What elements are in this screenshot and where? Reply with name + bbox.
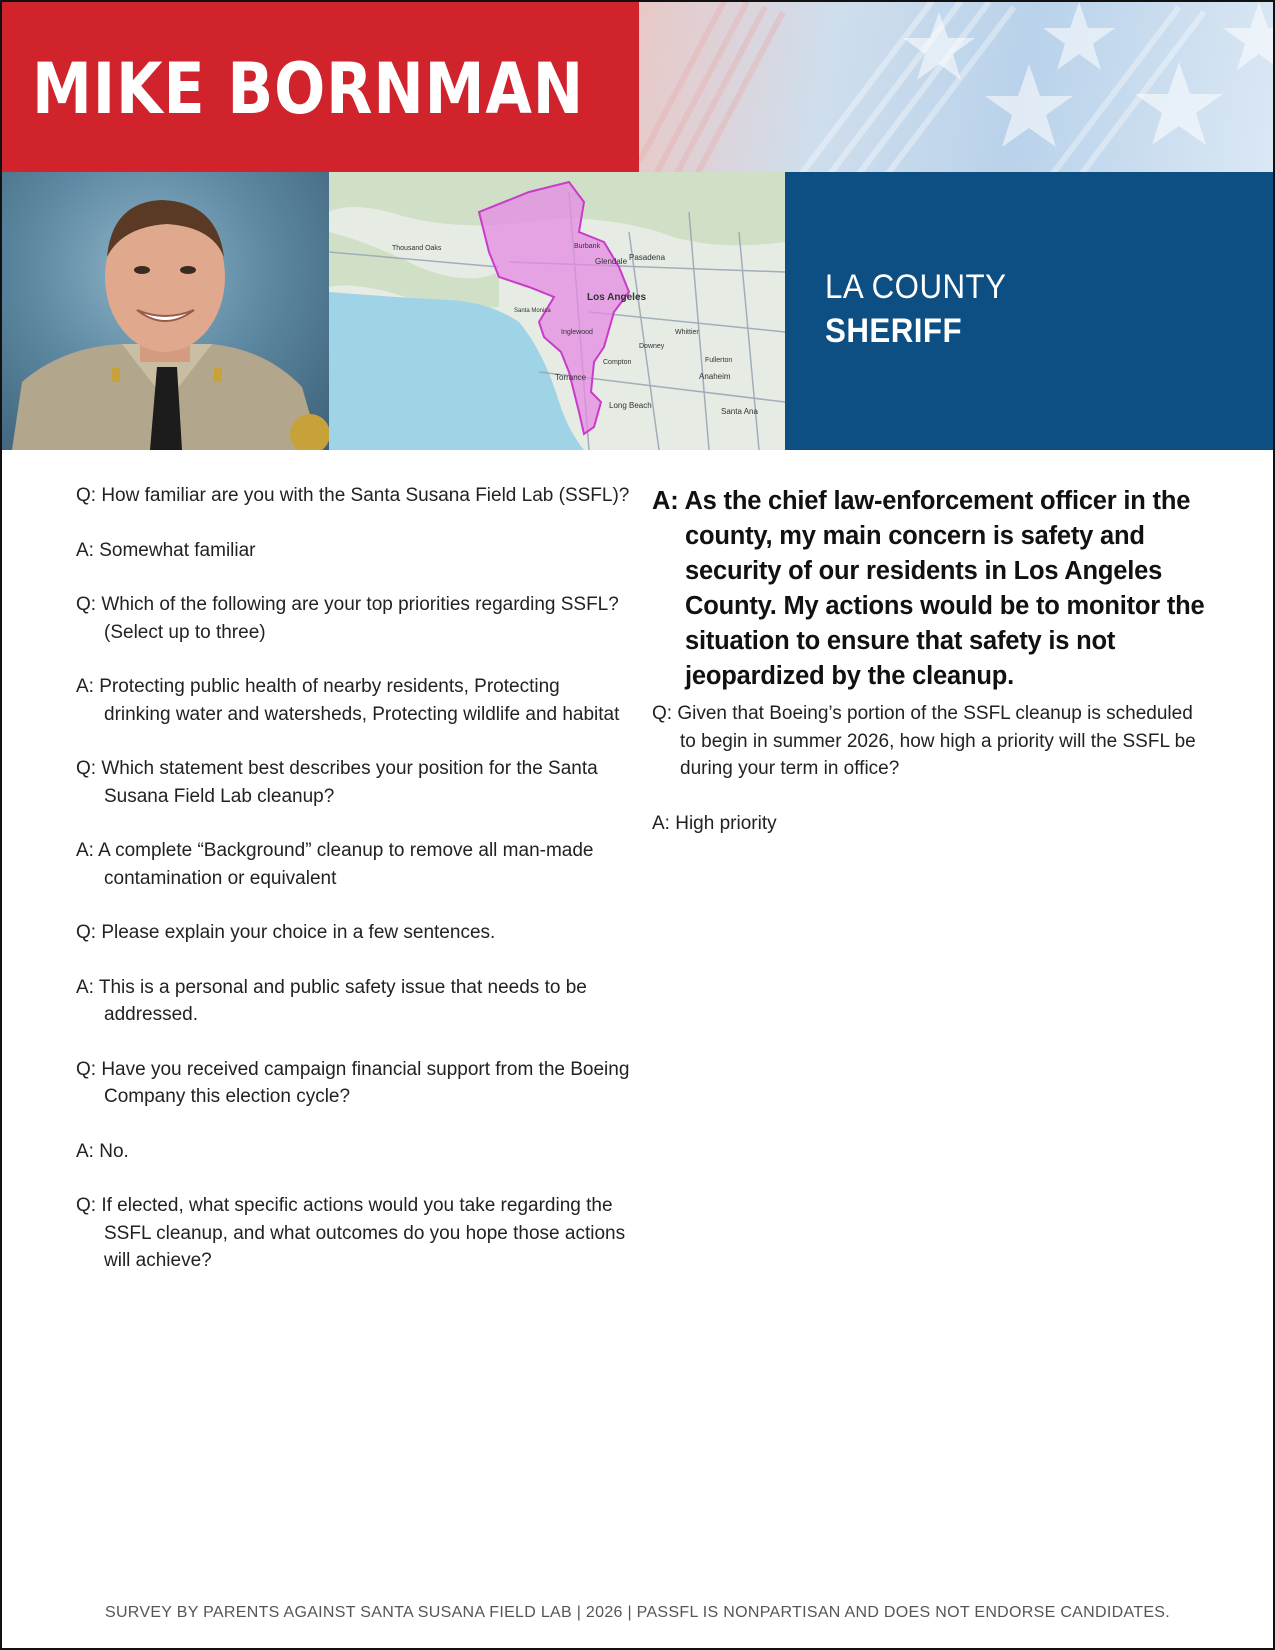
qa-item: Q: Which of the following are your top priorities regarding SSFL? (Select up to three) [76,594,619,643]
qa-column-right [652,484,1207,864]
map-label-glendale: Glendale [595,257,628,266]
qa-item: A: A complete “Background” cleanup to remove all man-made contamination or equivalent [76,840,594,889]
map-label-santa-monica: Santa Monica [514,308,551,314]
qa-item: Q: Given that Boeing’s portion of the SSFL cleanup is scheduled to begin in summer 2026, how high a priority will the SSFL be during your term in office? [652,703,1196,779]
district-map [329,172,785,450]
footer-disclaimer: SURVEY BY PARENTS AGAINST SANTA SUSANA FIELD LAB | 2026 | PASSFL IS NONPARTISAN AND DOES NOT ENDORSE CANDIDATES. [104,1604,1171,1621]
map-label-fullerton: Fullerton [705,357,733,364]
map-label-pasadena: Pasadena [629,253,666,262]
name-banner [2,2,639,172]
map-label-inglewood: Inglewood [561,329,593,336]
qa-item: Q: Please explain your choice in a few sentences. [76,922,496,943]
qa-item: Q: How familiar are you with the Santa Susana Field Lab (SSFL)? [76,485,630,506]
qa-item: A: Protecting public health of nearby residents, Protecting drinking water and watersheds, Protecting wildlife and habitat [76,676,620,725]
star-icon [985,64,1073,147]
star-icon [1043,2,1115,70]
map-label-long-beach: Long Beach [609,401,652,410]
featured-answer: A: As the chief law-enforcement officer in the county, my main concern is safety and security of our residents in Los Angeles County. My actions would be to monitor the situation to ensure that safety is not jeopardized by the cleanup. [652,487,1205,690]
qa-item: A: This is a personal and public safety issue that needs to be addressed. [76,976,587,1025]
qa-item: A: High priority [652,812,777,834]
map-label-anaheim: Anaheim [699,372,731,381]
map-label-burbank: Burbank [574,243,601,250]
flag-stripes-graphic [639,2,1273,172]
office-banner [785,172,1273,450]
candidate-name: MIKE BORNMAN [32,48,585,130]
qa-item: Q: Have you received campaign financial support from the Boeing Company this election cycle? [76,1058,630,1107]
office-jurisdiction: LA COUNTY [825,268,1007,306]
office-title: SHERIFF [825,312,963,350]
map-label-downey: Downey [639,343,665,350]
flag-banner [639,2,1273,172]
qa-item: Q: Which statement best describes your position for the Santa Susana Field Lab cleanup? [76,758,598,807]
map-label-whittier: Whittier [675,329,699,336]
qa-item: A: Somewhat familiar [76,539,256,561]
candidate-photo [2,172,329,450]
star-icon [1135,62,1223,145]
qa-column-left [76,482,631,1302]
map-label-santa-ana: Santa Ana [721,407,758,416]
map-label-compton: Compton [603,359,632,366]
map-label-torrance: Torrance [555,373,587,382]
portrait-graphic [2,172,329,450]
star-icon [1223,2,1273,70]
qa-item: Q: If elected, what specific actions would you take regarding the SSFL cleanup, and what outcomes do you hope those actions will achieve? [76,1195,626,1271]
qa-item: A: No. [76,1140,129,1162]
map-graphic [329,172,785,450]
map-label-thousand-oaks: Thousand Oaks [392,245,442,252]
map-label-los-angeles: Los Angeles [587,292,647,303]
